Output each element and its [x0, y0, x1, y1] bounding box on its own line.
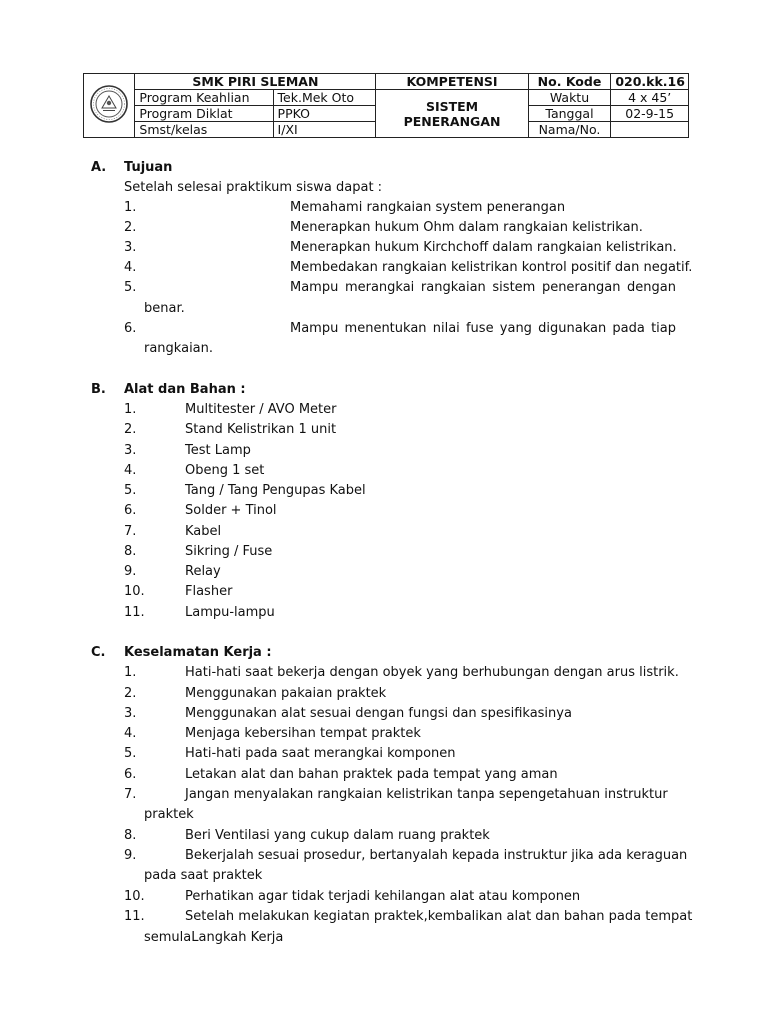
school-seal-icon [89, 84, 129, 124]
list-item: Flasher [185, 584, 233, 599]
justified-word: fuse [465, 321, 494, 336]
list-item: Menggunakan alat sesuai dengan fungsi dan spesifikasinya [185, 706, 572, 721]
list-item-number: 11. [124, 909, 145, 924]
list-item: Stand Kelistrikan 1 unit [185, 422, 337, 437]
no-kode-value: 020.kk.16 [611, 74, 689, 90]
justified-word: penerangan [541, 280, 621, 295]
program-keahlian-label: Program Keahlian [135, 90, 273, 106]
list-item-number: 4. [124, 726, 137, 741]
list-item-number: 2. [124, 686, 137, 701]
list-item-number: 7. [124, 787, 137, 802]
list-item: Hati-hati saat bekerja dengan obyek yang berhubungan dengan arus listrik. [185, 665, 679, 680]
section-a-heading [91, 160, 173, 175]
list-item-number: 10. [124, 584, 145, 599]
list-item-continuation: rangkaian. [144, 341, 214, 356]
justified-word: digunakan [538, 321, 607, 336]
list-item-number: 2. [124, 220, 137, 235]
list-item-justified [290, 321, 676, 336]
list-item: Sikring / Fuse [185, 544, 273, 559]
nama-value [611, 122, 689, 138]
list-item-continuation: pada saat praktek [144, 868, 263, 883]
section-letter: A. [91, 160, 107, 175]
list-item: Menerapkan hukum Ohm dalam rangkaian kelistrikan. [290, 220, 643, 235]
justified-word: dengan [627, 280, 676, 295]
justified-word: merangkai [344, 280, 415, 295]
list-item-continuation: benar. [144, 301, 185, 316]
list-item-number: 5. [124, 280, 137, 295]
section-b-heading [91, 382, 246, 397]
no-kode-label: No. Kode [528, 74, 611, 90]
justified-word: nilai [432, 321, 460, 336]
list-item-number: 9. [124, 848, 137, 863]
list-item: Perhatikan agar tidak terjadi kehilangan alat atau komponen [185, 889, 581, 904]
list-item-number: 4. [124, 260, 137, 275]
justified-word: tiap [651, 321, 676, 336]
list-item: Hati-hati pada saat merangkai komponen [185, 746, 456, 761]
smst-value: I/XI [273, 122, 376, 138]
list-item-number: 11. [124, 605, 145, 620]
section-a-intro: Setelah selesai praktikum siswa dapat : [124, 180, 383, 195]
competency-line-1: SISTEM [425, 98, 479, 114]
tanggal-value: 02-9-15 [611, 106, 689, 122]
list-item: Setelah melakukan kegiatan praktek,kembalikan alat dan bahan pada tempat [185, 909, 693, 924]
list-item-number: 3. [124, 443, 137, 458]
list-item-number: 9. [124, 564, 137, 579]
justified-word: pada [612, 321, 645, 336]
section-letter: B. [91, 382, 106, 397]
list-item-number: 3. [124, 240, 137, 255]
list-item: Obeng 1 set [185, 463, 265, 478]
list-item: Jangan menyalakan rangkaian kelistrikan tanpa sepengetahuan instruktur [185, 787, 668, 802]
competency-title [376, 90, 528, 138]
section-c-heading [91, 645, 272, 660]
list-item: Memahami rangkaian system penerangan [290, 200, 566, 215]
list-item-number: 2. [124, 422, 137, 437]
list-item: Menjaga kebersihan tempat praktek [185, 726, 421, 741]
section-title: Alat dan Bahan : [124, 382, 246, 397]
list-item: Relay [185, 564, 221, 579]
waktu-label: Waktu [528, 90, 611, 106]
smst-label: Smst/kelas [135, 122, 273, 138]
list-item-number: 5. [124, 746, 137, 761]
header-table [83, 73, 689, 138]
list-item-continuation: praktek [144, 807, 194, 822]
list-item: Tang / Tang Pengupas Kabel [185, 483, 366, 498]
list-item-number: 5. [124, 483, 137, 498]
list-item: Menggunakan pakaian praktek [185, 686, 387, 701]
list-item: Kabel [185, 524, 222, 539]
list-item: Letakan alat dan bahan praktek pada tempat yang aman [185, 767, 558, 782]
school-name: SMK PIRI SLEMAN [135, 74, 376, 90]
list-item: Bekerjalah sesuai prosedur, bertanyalah kepada instruktur jika ada keraguan [185, 848, 688, 863]
list-item: Solder + Tinol [185, 503, 277, 518]
competency-line-2: PENERANGAN [403, 113, 501, 129]
list-item-number: 3. [124, 706, 137, 721]
section-title: Keselamatan Kerja : [124, 645, 272, 660]
school-logo-cell [84, 74, 135, 138]
tanggal-label: Tanggal [528, 106, 611, 122]
list-item-number: 1. [124, 402, 137, 417]
section-title: Tujuan [124, 160, 173, 175]
list-item-number: 4. [124, 463, 137, 478]
list-item: Test Lamp [185, 443, 251, 458]
list-item-number: 8. [124, 544, 137, 559]
list-item: Multitester / AVO Meter [185, 402, 337, 417]
section-letter: C. [91, 645, 106, 660]
list-item: Membedakan rangkaian kelistrikan kontrol positif dan negatif. [290, 260, 693, 275]
list-item: Lampu-lampu [185, 605, 275, 620]
justified-word: Mampu [290, 321, 339, 336]
kompetensi-label: KOMPETENSI [376, 74, 528, 90]
nama-label: Nama/No. [528, 122, 611, 138]
list-item-number: 1. [124, 665, 137, 680]
list-item-number: 1. [124, 200, 137, 215]
list-item-number: 7. [124, 524, 137, 539]
justified-word: sistem [492, 280, 536, 295]
list-item-number: 8. [124, 828, 137, 843]
program-keahlian-value: Tek.Mek Oto [273, 90, 376, 106]
list-item: Menerapkan hukum Kirchchoff dalam rangkaian kelistrikan. [290, 240, 677, 255]
list-item-justified [290, 280, 676, 295]
justified-word: menentukan [344, 321, 427, 336]
list-item-number: 6. [124, 321, 137, 336]
program-diklat-value: PPKO [273, 106, 376, 122]
list-item: Beri Ventilasi yang cukup dalam ruang praktek [185, 828, 490, 843]
program-diklat-label: Program Diklat [135, 106, 273, 122]
list-item-number: 6. [124, 503, 137, 518]
list-item-continuation: semulaLangkah Kerja [144, 930, 284, 945]
waktu-value: 4 x 45’ [611, 90, 689, 106]
justified-word: yang [499, 321, 532, 336]
justified-word: Mampu [290, 280, 339, 295]
list-item-number: 6. [124, 767, 137, 782]
justified-word: rangkaian [420, 280, 486, 295]
list-item-number: 10. [124, 889, 145, 904]
